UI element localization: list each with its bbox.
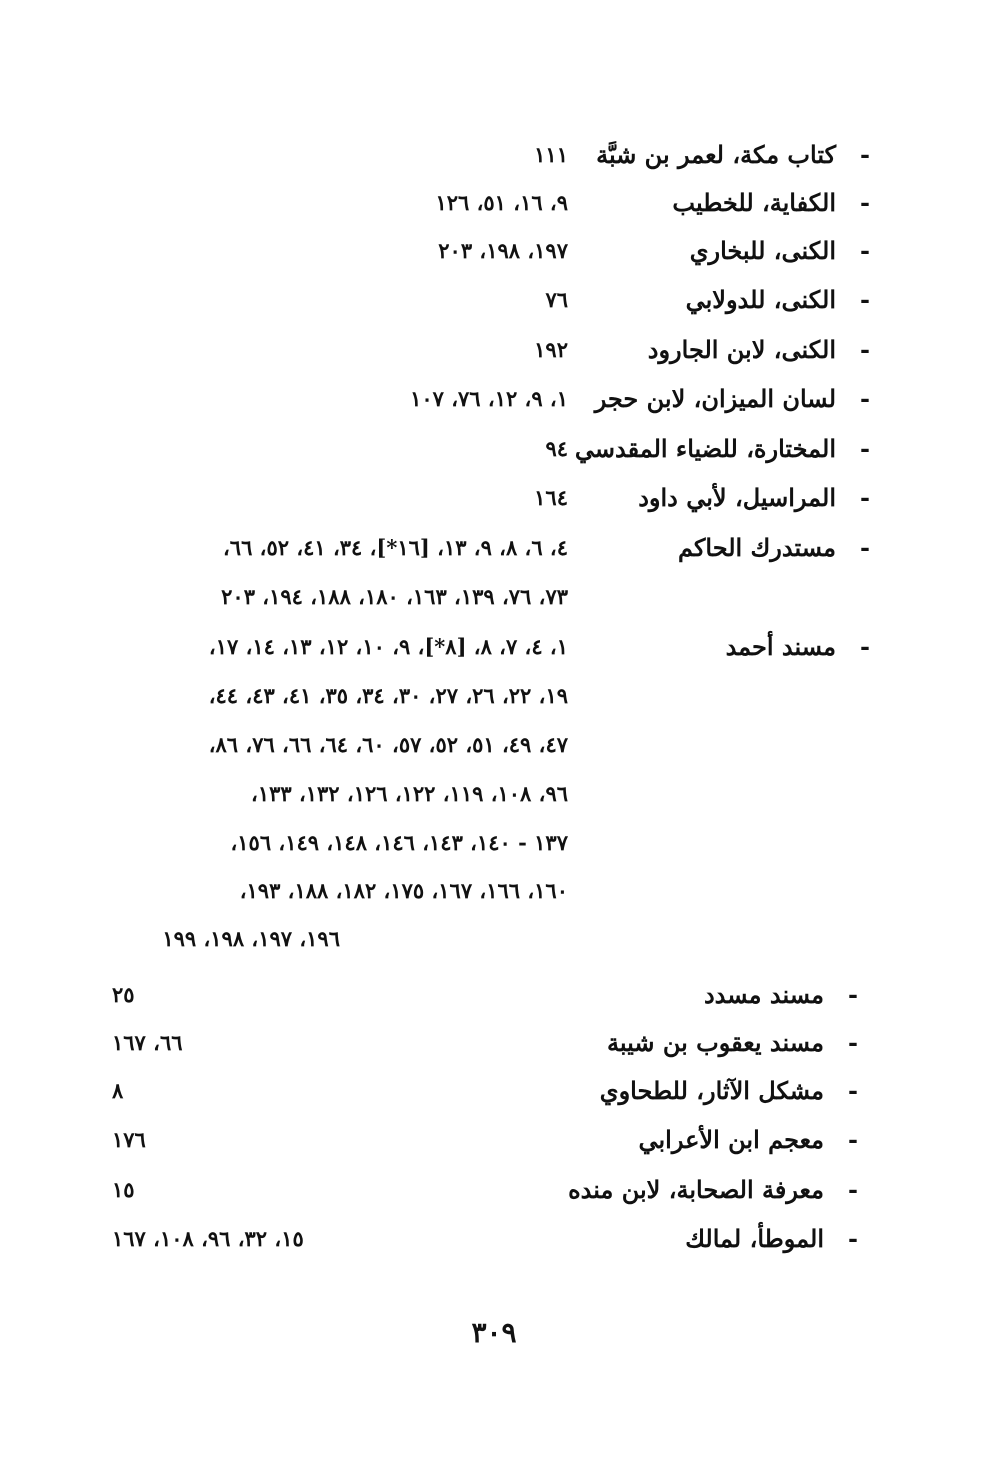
index-entry xyxy=(0,1120,988,1160)
entry-title-text: الكنى، لابن الجارود xyxy=(647,335,836,364)
entry-pages: ١٥، ٣٢، ٩٦، ١٠٨، ١٦٧ xyxy=(112,1226,304,1251)
index-entry xyxy=(0,231,988,271)
entry-title xyxy=(685,1219,858,1259)
entry-title xyxy=(575,429,870,469)
entry-title-text: الكفاية، للخطيب xyxy=(672,188,836,217)
entry-dash: - xyxy=(860,335,870,364)
entry-title xyxy=(596,135,870,175)
entry-pages: ١٥ xyxy=(112,1177,135,1202)
page-number: ٣٠٩ xyxy=(471,1316,517,1349)
entry-pages: ١٩٧، ١٩٨، ٢٠٣ xyxy=(438,238,568,263)
entry-pages-continuation: ١٩٦، ١٩٧، ١٩٨، ١٩٩ xyxy=(162,926,340,951)
entry-pages-continuation: ٤٧، ٤٩، ٥١، ٥٢، ٥٧، ٦٠، ٦٤، ٦٦، ٧٦، ٨٦، xyxy=(208,732,568,757)
entry-dash: - xyxy=(860,483,870,512)
entry-title xyxy=(686,280,870,320)
entry-title-text: المختارة، للضياء المقدسي xyxy=(574,434,836,463)
entry-title-text: مشكل الآثار، للطحاوي xyxy=(599,1076,824,1105)
entry-title-text: الكنى، للبخاري xyxy=(689,236,836,265)
index-entry xyxy=(0,330,988,370)
index-entry xyxy=(0,478,988,518)
entry-dash: - xyxy=(860,434,870,463)
entry-title xyxy=(568,1170,858,1210)
entry-dash: - xyxy=(848,1028,858,1057)
entry-title xyxy=(704,975,858,1015)
entry-dash: - xyxy=(860,384,870,413)
entry-title-text: الكنى، للدولابي xyxy=(685,285,836,314)
entry-pages: ٦٦، ١٦٧ xyxy=(112,1030,183,1055)
entry-pages: ٨ xyxy=(112,1078,124,1103)
entry-title-text: الموطأ، لمالك xyxy=(685,1224,824,1253)
entry-pages: ١، ٩، ١٢، ٧٦، ١٠٧ xyxy=(410,386,568,411)
entry-pages: ١٧٦ xyxy=(112,1127,146,1152)
index-entry xyxy=(0,280,988,320)
entry-pages: ٧٦ xyxy=(545,287,568,312)
entry-pages: ١، ٤، ٧، ٨، [٨*]، ٩، ١٠، ١٢، ١٣، ١٤، ١٧، xyxy=(208,634,568,659)
entry-dash: - xyxy=(848,1076,858,1105)
index-entry xyxy=(0,1170,988,1210)
entry-title-text: مسند يعقوب بن شيبة xyxy=(607,1028,824,1057)
entry-title xyxy=(690,231,870,271)
entry-title xyxy=(595,379,870,419)
entry-dash: - xyxy=(860,188,870,217)
entry-title-text: مسند أحمد xyxy=(725,632,836,661)
entry-title xyxy=(607,1023,858,1063)
index-entry xyxy=(0,1023,988,1063)
entry-dash: - xyxy=(860,236,870,265)
entry-title-text: مسند مسدد xyxy=(703,980,824,1009)
entry-dash: - xyxy=(860,632,870,661)
entry-pages-continuation: ٩٦، ١٠٨، ١١٩، ١٢٢، ١٢٦، ١٣٢، ١٣٣، xyxy=(251,781,568,806)
entry-title-text: معرفة الصحابة، لابن منده xyxy=(568,1175,824,1204)
entry-pages-continuation: ١٣٧ - ١٤٠، ١٤٣، ١٤٦، ١٤٨، ١٤٩، ١٥٦، xyxy=(230,830,568,855)
index-entry xyxy=(0,627,988,667)
entry-title-text: مستدرك الحاكم xyxy=(677,533,836,562)
entry-title xyxy=(638,478,870,518)
entry-pages: ١١١ xyxy=(534,142,568,167)
entry-title-text: كتاب مكة، لعمر بن شبَّة xyxy=(596,140,836,169)
entry-title xyxy=(672,183,870,223)
entry-pages: ١٦٤ xyxy=(534,485,568,510)
entry-title-text: معجم ابن الأعرابي xyxy=(638,1125,824,1154)
index-entry xyxy=(0,1071,988,1111)
entry-pages: ١٩٢ xyxy=(534,337,568,362)
entry-dash: - xyxy=(860,285,870,314)
entry-pages: ٤، ٦، ٨، ٩، ١٣، [١٦*]، ٣٤، ٤١، ٥٢، ٦٦، xyxy=(223,535,568,560)
entry-dash: - xyxy=(860,533,870,562)
entry-pages-continuation: ٧٣، ٧٦، ١٣٩، ١٦٣، ١٨٠، ١٨٨، ١٩٤، ٢٠٣ xyxy=(221,584,568,609)
entry-pages-continuation: ١٩، ٢٢، ٢٦، ٢٧، ٣٠، ٣٤، ٣٥، ٤١، ٤٣، ٤٤، xyxy=(208,683,568,708)
entry-title xyxy=(648,330,870,370)
entry-dash: - xyxy=(860,140,870,169)
index-entry xyxy=(0,135,988,175)
entry-pages: ٢٥ xyxy=(112,982,135,1007)
index-entry xyxy=(0,975,988,1015)
entry-pages: ٩٤ xyxy=(545,436,568,461)
index-entry xyxy=(0,429,988,469)
entry-dash: - xyxy=(848,1125,858,1154)
index-entry xyxy=(0,379,988,419)
entry-title xyxy=(678,528,870,568)
index-entry xyxy=(0,1219,988,1259)
entry-dash: - xyxy=(848,980,858,1009)
entry-title-text: المراسيل، لأبي داود xyxy=(638,483,836,512)
entry-title-text: لسان الميزان، لابن حجر xyxy=(594,384,836,413)
entry-title xyxy=(639,1120,859,1160)
entry-dash: - xyxy=(848,1175,858,1204)
index-entry xyxy=(0,183,988,223)
entry-pages-continuation: ١٦٠، ١٦٦، ١٦٧، ١٧٥، ١٨٢، ١٨٨، ١٩٣، xyxy=(239,878,568,903)
entry-title xyxy=(726,627,870,667)
entry-pages: ٩، ١٦، ٥١، ١٢٦ xyxy=(435,190,568,215)
index-entry xyxy=(0,528,988,568)
entry-title xyxy=(600,1071,858,1111)
entry-dash: - xyxy=(848,1224,858,1253)
